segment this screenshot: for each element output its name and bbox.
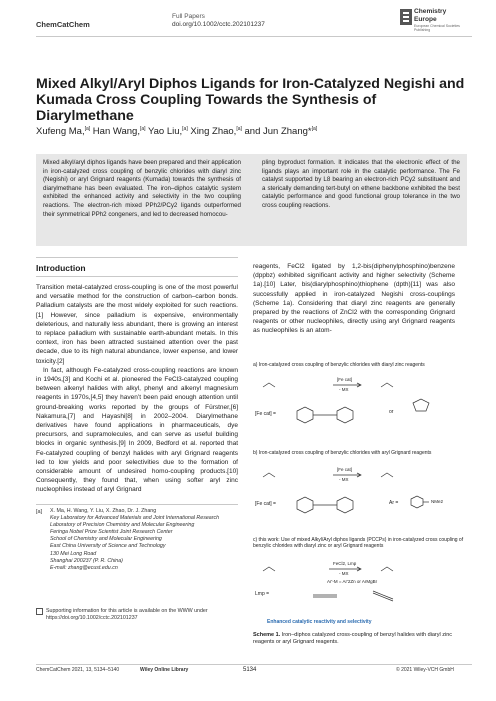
footnote-line: X. Ma, H. Wang, Y. Liu, X. Zhao, Dr. J. Zhang [50,508,157,514]
intro-paragraph: Transition metal-catalyzed cross-coupling is one of the most powerful and versatile method for the construction of carbon–carbon bonds. Palladium catalysts are the most widely exploited for such reactions.[1] However, since palladium is expensive, environmentally deleterious, and naturally less abundant, there is growing an interest to replace palladium with sustainable earth-abundant metals. In this context, iron has been attracted sustained attention over the past decade, due to its high natural abundance, lower expense, and lower toxicity.[2] [36,284,238,365]
affiliation-mark: [a] [311,126,318,132]
scheme-catalyst-label: FeCl2, Lmp [333,561,357,566]
footnote-line: Key Laboratory for Advanced Materials and Joint International Research [50,515,220,522]
affiliation-mark: [a] [236,126,242,132]
scheme-drawing [253,359,467,631]
supporting-info-icon [36,608,43,615]
abstract-box [36,154,467,246]
intro-paragraph: reagents, FeCl2 ligated by 1,2-bis(diphenylphosphino)benzene (dppbz) exhibited significant activity and higher selectivity (Scheme 1a).[10] Later, bis(diarylphosphino)thiophene (dpth)[11] was also successfully applied in iron-catalyzed Negishi cross-couplings (Scheme 1a). Considering that diaryl zinc reagents are generally prepared by the reactions of ZnCl2 with the corresponding Grignard reagents or other nucleophiles, directly using aryl Grignard reagents as nucleophiles is an atom- [253,263,455,335]
chemistry-europe-icon [400,9,412,25]
aryl-ring [411,496,423,508]
scheme-definition: Ar'-M = Ar'2Zn or ArMgBr [327,579,378,584]
header-divider [36,36,472,37]
article-title: Mixed Alkyl/Aryl Diphos Ligands for Iron-Catalyzed Negishi and Kumada Cross Coupling Towards the Synthesis of Diarylmethane [36,76,465,124]
page-number: 5134 [243,667,257,673]
intro-left-column [36,283,238,495]
benzene-ring [337,497,353,513]
supporting-info [36,608,238,622]
scheme-section-a-title: a) Iron-catalyzed cross coupling of benzylic chlorides with diaryl zinc reagents [253,362,425,368]
footnote-email[interactable]: E-mail: zhang@ecust.edu.cn [50,564,118,571]
bond-line [263,383,275,387]
thiophene-ring [413,399,429,411]
scheme-caption-text: Iron–diphos catalyzed cross-coupling of benzyl halides with diaryl zinc reagents or aryl Grignard reagents. [253,632,453,645]
affiliation-footnote [36,504,238,572]
scheme-fe-cat-label: [Fe cat] = [255,501,276,507]
section-divider [36,257,238,258]
scheme-section-b-title: b) Iron-catalyzed cross coupling of benzylic chlorides with aryl Grignard reagents [253,450,432,456]
scheme-enhanced-label: Enhanced catalytic reactivity and selectivity [267,619,372,625]
abstract-left: Mixed alkyl/aryl diphos ligands have been prepared and their application in iron-catalyzed cross coupling of benzylic chlorides with diaryl zinc (Negishi) or aryl Grignard reagents (Kumada) towards the synthesis of diarylmethane has been evaluated. The iron–diphos catalytic system exhibited the enhanced activity and selectivity in the two coupling reactions. The electron-rich mixed PPh2/PCy2 ligands outperformed their symmetrical PPh2 congeners, and led to decreased homocou- [43,159,241,218]
footnote-line: East China University of Science and Technology [50,543,166,550]
intro-right-column [253,262,455,336]
doc-type: Full Papers [172,13,205,20]
scheme-mx-label: - MX [339,571,349,576]
affiliation-mark: [a] [139,126,146,132]
footer-divider [36,664,472,665]
bond-line [381,567,393,571]
benzene-ring [297,407,313,423]
footnote-label: [a] [36,509,43,515]
scheme-ar-label: Ar = [389,500,399,506]
abstract-right: pling byproduct formation. It indicates that the electronic effect of the ligands plays an important role in the catalytic performance. The Fe catalyst supported by L8 bearing an electron-rich PCy2 substituent and a sterically demanding tert-butyl on ethene backbone exhibited the best catalytic performance and good functional group tolerance in the two cross coupling reactions. [262,159,460,209]
footnote-line: Feringa Nobel Prize Scientist Joint Research Center [50,529,173,536]
chemistry-europe-logo [400,6,472,32]
bond-line [263,473,275,477]
footer-citation: ChemCatChem 2021, 13, 5134–5140 [36,667,120,673]
scheme-ligand-label: Lmp = [255,591,270,597]
publisher-name [414,8,446,23]
author[interactable]: Xufeng Ma, [36,126,85,138]
author[interactable]: Xing Zhao, [187,126,237,138]
scheme-catalyst-label: [Fe cat] [337,467,353,472]
publisher-name-line2: Europe [414,15,437,23]
page-header [0,0,496,34]
bond-line [381,473,393,477]
footnote-line: 130 Mei Long Road [50,550,97,557]
footnote-line: Laboratory of Precision Chemistry and Molecular Engineering [50,522,195,529]
section-heading: Introduction [36,263,86,273]
author-list [36,126,466,137]
affiliation-mark: [a] [182,126,188,132]
scheme-catalyst-label: [Fe cat] [337,377,353,382]
intro-paragraph: In fact, although Fe-catalyzed cross-coupling reactions are known in 1940s,[3] and Kochi et al. pioneered the FeCl3-catalyzed coupling between alkenyl halides with alkyl, phenyl and alkenyl magnesium reagents in 1970s,[4,5] they haven’t been paid enough attention until ground-breaking works reported by the groups of Fürstner,[6] Nakamura,[7] and Hayashi[8] in 2002–2004. Diarylmethane derivatives have found applications in pharmaceuticals, dye precursors, and supramolecules, and can serve as useful building blocks in organic synthesis.[9] In 2009, Bedford et al. reported that Fe-catalyzed coupling of benzyl halides with aryl Grignard reagents led to low yields and poor selectivities due to the formation of considerable amount of undesired homo-coupling products.[10] Consequently, they found that, when using softer aryl zinc nucleophiles instead of aryl Grignard [36,366,238,494]
scheme-caption [253,632,467,646]
bond-line [263,567,275,571]
footnote-lines [50,508,238,572]
ethene-bond [373,591,393,599]
footer-copyright: © 2021 Wiley-VCH GmbH [396,667,454,673]
publisher-name-line1: Chemistry [414,8,447,15]
scheme-fe-cat-label: [Fe cat] = [255,411,276,417]
benzene-ring [297,497,313,513]
scheme-section-c-title: c) this work: Use of mixed Alkyl/Aryl diphos ligands (PCCPs) in iron-catalyzed cross coupling of benzylic chlorides with diaryl zinc or aryl Grignard reagents [253,537,464,549]
scheme-mx-label: - MX [339,387,349,392]
journal-name: ChemCatChem [36,20,90,29]
benzene-ring [337,407,353,423]
scheme-figure [253,359,467,631]
footer-brand[interactable]: Wiley Online Library [140,667,189,673]
author[interactable]: and Jun Zhang* [241,126,312,138]
supporting-info-text[interactable]: Supporting information for this article is available on the WWW under https://doi.org/10.1002/cctc.202101237 [46,608,208,621]
footnote-line: Shanghai 200237 (P. R. China) [50,557,123,564]
scheme-caption-label: Scheme 1. [253,632,281,638]
affiliation-mark: [a] [84,126,91,132]
scheme-or-label: or [389,409,394,415]
ethene-bond [373,593,393,601]
footnote-line: School of Chemistry and Molecular Engineering [50,536,162,543]
scheme-nme2-label: NMe2 [431,499,444,504]
scheme-mx-label: - MX [339,477,349,482]
section-divider [36,276,238,277]
author[interactable]: Han Wang, [90,126,140,138]
publisher-subtitle: European Chemical Societies Publishing [414,24,460,32]
doi-link[interactable]: doi.org/10.1002/cctc.202101237 [172,21,265,28]
bond-line [381,383,393,387]
author[interactable]: Yao Liu, [145,126,183,138]
